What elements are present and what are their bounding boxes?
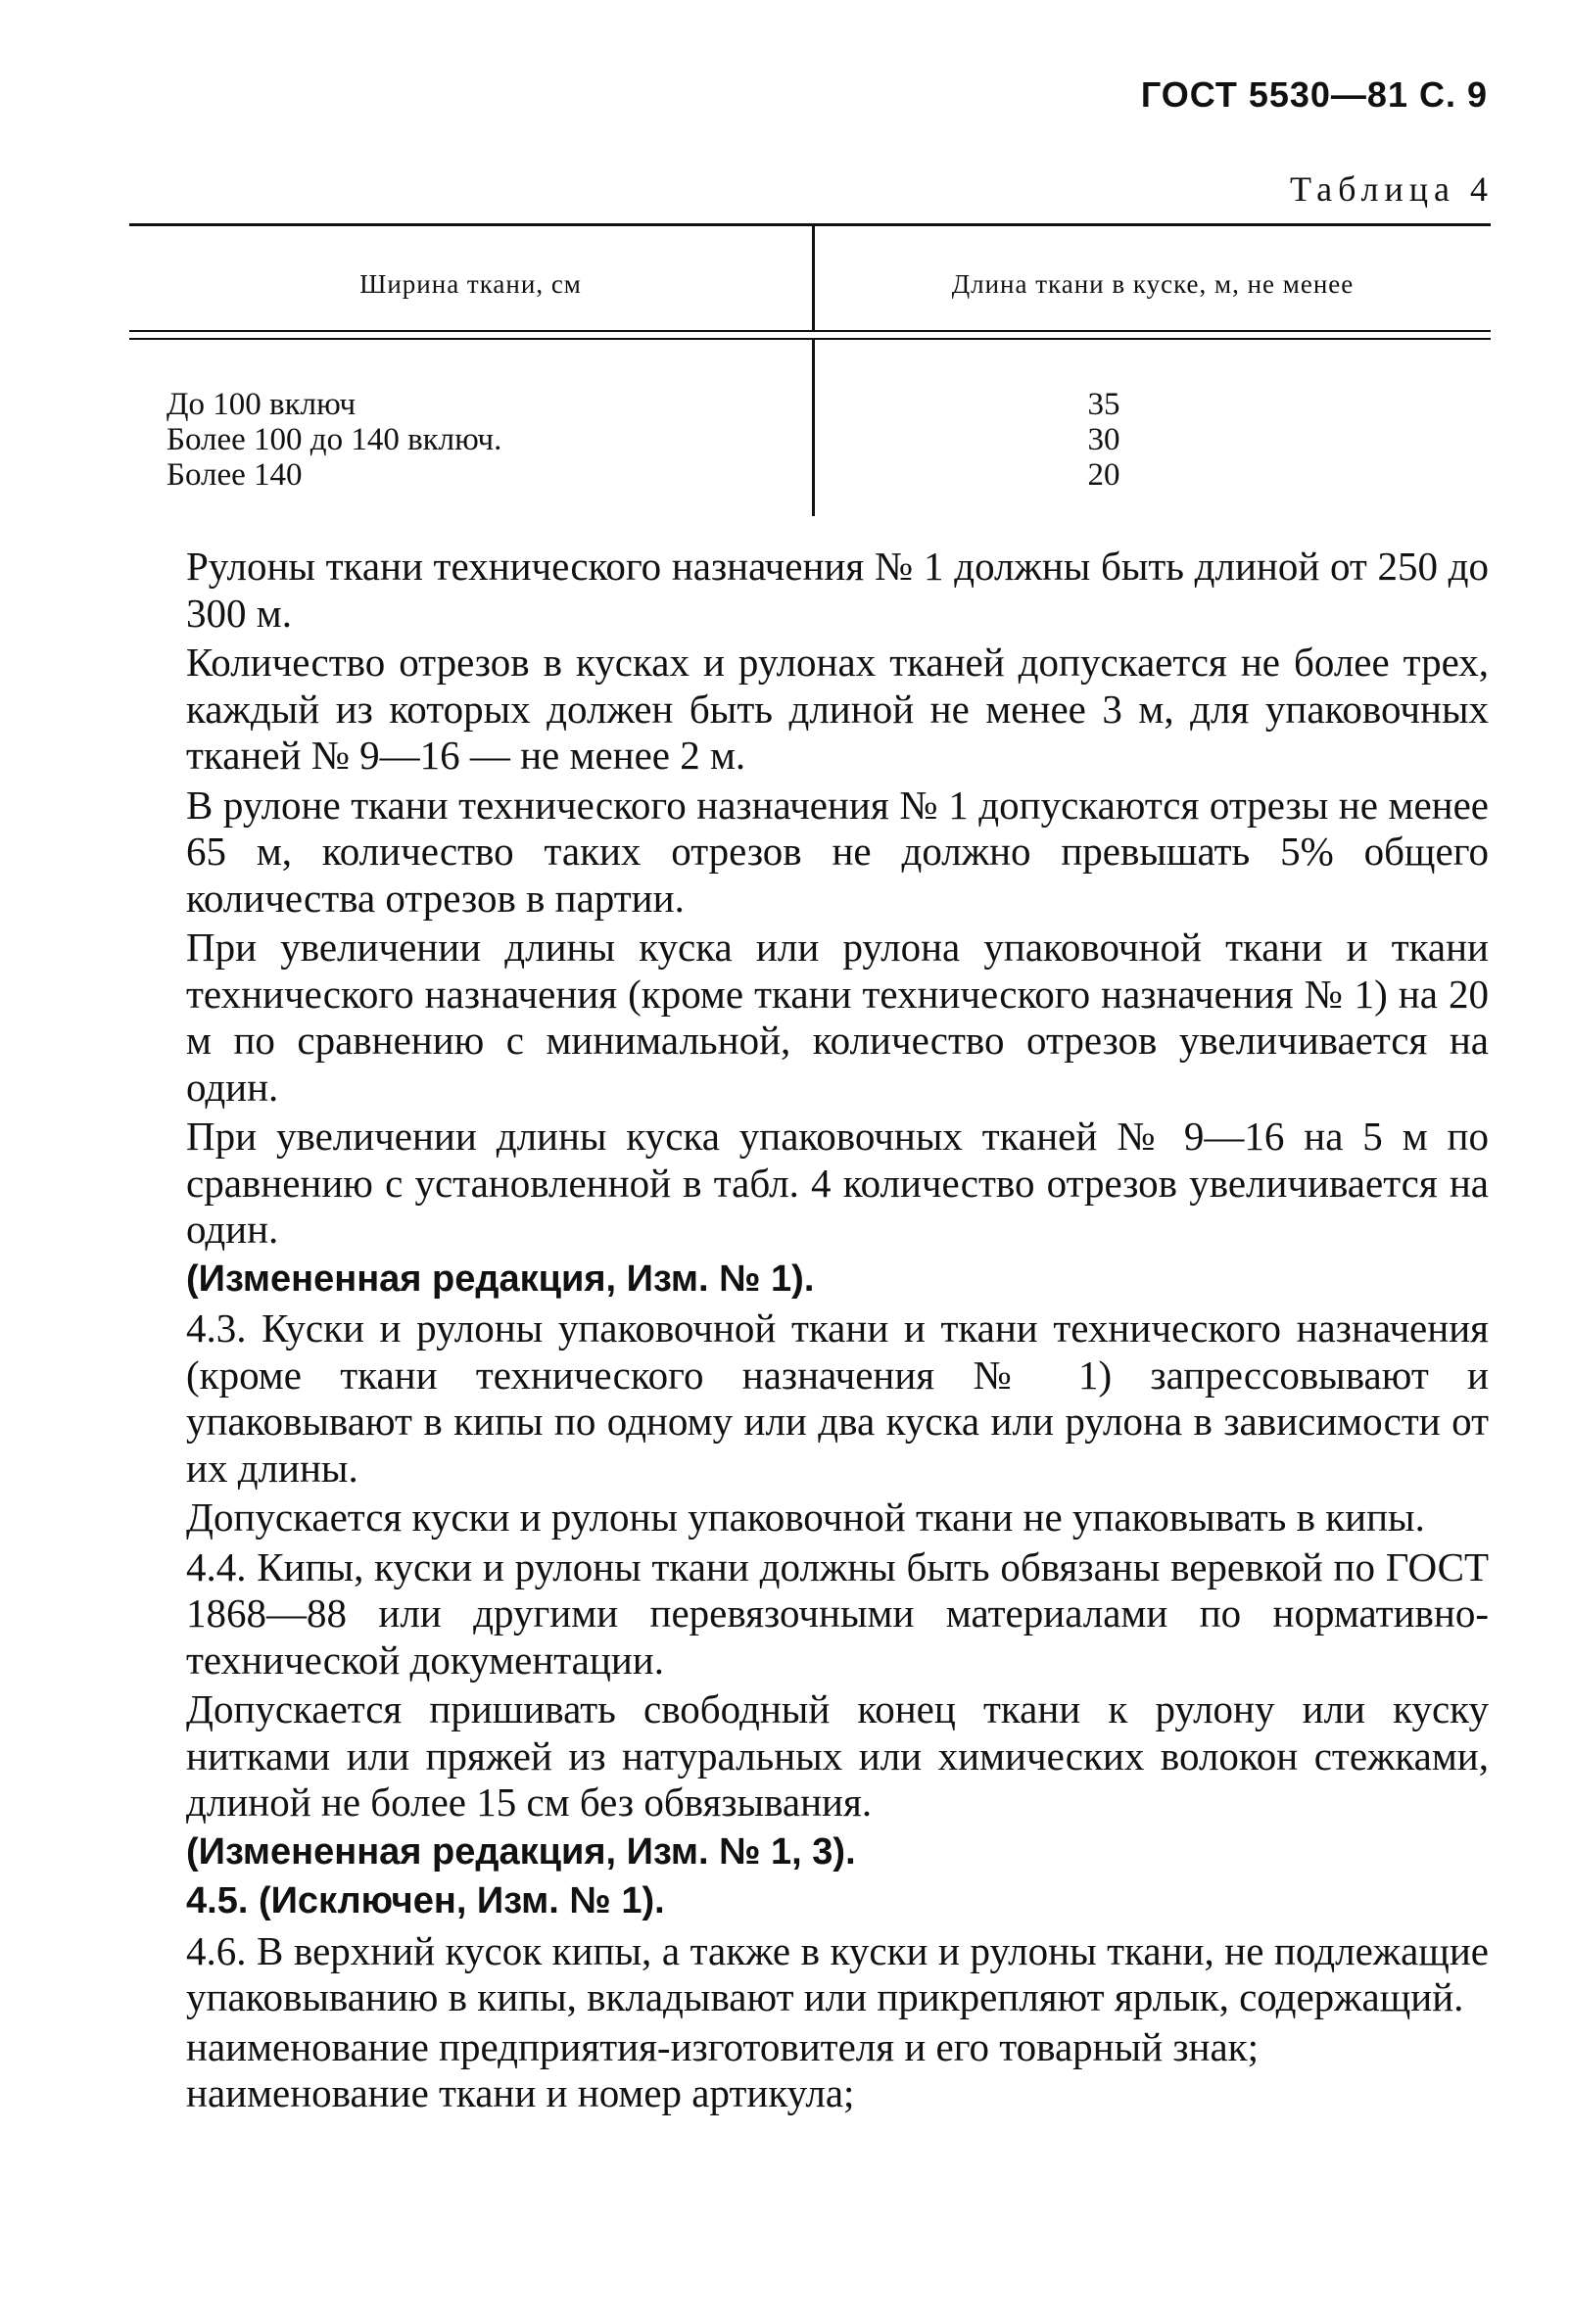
amendment-note: (Измененная редакция, Изм. № 1, 3). <box>186 1830 856 1873</box>
page-header: ГОСТ 5530—81 С. 9 <box>1140 74 1488 115</box>
width-length-table <box>129 223 1491 516</box>
paragraph: Допускается пришивать свободный конец ткани к рулону или куску нитками или пряжей из натуральных или химических волокон стежками, длиной не более 15 см без обвязывания. <box>186 1686 1489 1825</box>
table-cell-width: Более 100 до 140 включ. <box>167 422 502 457</box>
column-header-length: Длина ткани в куске, м, не менее <box>951 269 1355 299</box>
paragraph: Количество отрезов в кусках и рулонах тканей допускается не более трех, каждый из которых должен быть длиной не менее 3 м, для упаковочных тканей № 9—16 — не менее 2 м. <box>186 640 1489 778</box>
list-item: наименование предприятия-изготовителя и его товарный знак; <box>186 2023 1259 2069</box>
paragraph: 4.4. Кипы, куски и рулоны ткани должны быть обвязаны веревкой по ГОСТ 1868—88 или другими перевязочными материалами по нормативно-технической документации. <box>186 1543 1489 1683</box>
paragraph: В рулоне ткани технического назначения № 1 допускаются отрезы не менее 65 м, количество таких отрезов не должно превышать 5% общего количества отрезов в партии. <box>186 782 1489 921</box>
paragraph: 4.6. В верхний кусок кипы, а также в куски и рулоны ткани, не подлежащие упаковыванию в кипы, вкладывают или прикрепляют ярлык, содержащий. <box>186 1927 1489 2019</box>
table-cell-width: Более 140 <box>167 457 303 493</box>
list-item: наименование ткани и номер артикула; <box>186 2070 855 2115</box>
label-contents-list <box>186 2024 1489 2117</box>
amendment-note: (Измененная редакция, Изм. № 1). <box>186 1257 815 1300</box>
table-cell-length: 30 <box>1087 422 1120 457</box>
paragraph: При увеличении длины куска упаковочных тканей № 9—16 на 5 м по сравнению с установленной в табл. 4 количество отрезов увеличивается на один. <box>186 1114 1489 1252</box>
table-header-rule <box>129 330 1491 340</box>
table-cell-width: До 100 включ <box>167 387 357 422</box>
paragraph: При увеличении длины куска или рулона упаковочной ткани и ткани технического назначения (кроме ткани технического назначения № 1) на 20 м по сравнению с минимальной, количество отрезов увеличивается на один. <box>186 925 1489 1110</box>
paragraph: Рулоны ткани технического назначения № 1 должны быть длиной от 250 до 300 м. <box>186 544 1489 636</box>
table-caption: Таблица 4 <box>1290 169 1494 209</box>
table-body <box>129 340 1491 516</box>
paragraph: 4.3. Куски и рулоны упаковочной ткани и ткани технического назначения (кроме ткани технического назначения № 1) запрессовывают и упаковывают в кипы по одному или два куска или рулона в зависимости от их длины. <box>186 1305 1489 1491</box>
width-column <box>129 340 815 516</box>
table-cell-length: 20 <box>1087 457 1120 493</box>
table-header-row <box>129 226 1491 330</box>
length-column <box>815 340 1491 516</box>
body-text <box>186 544 1489 2117</box>
table-cell-length: 35 <box>1087 387 1120 422</box>
paragraph: Допускается куски и рулоны упаковочной ткани не упаковывать в кипы. <box>186 1494 1425 1540</box>
amendment-note: 4.5. (Исключен, Изм. № 1). <box>186 1880 665 1921</box>
column-header-width: Ширина ткани, см <box>129 226 815 330</box>
